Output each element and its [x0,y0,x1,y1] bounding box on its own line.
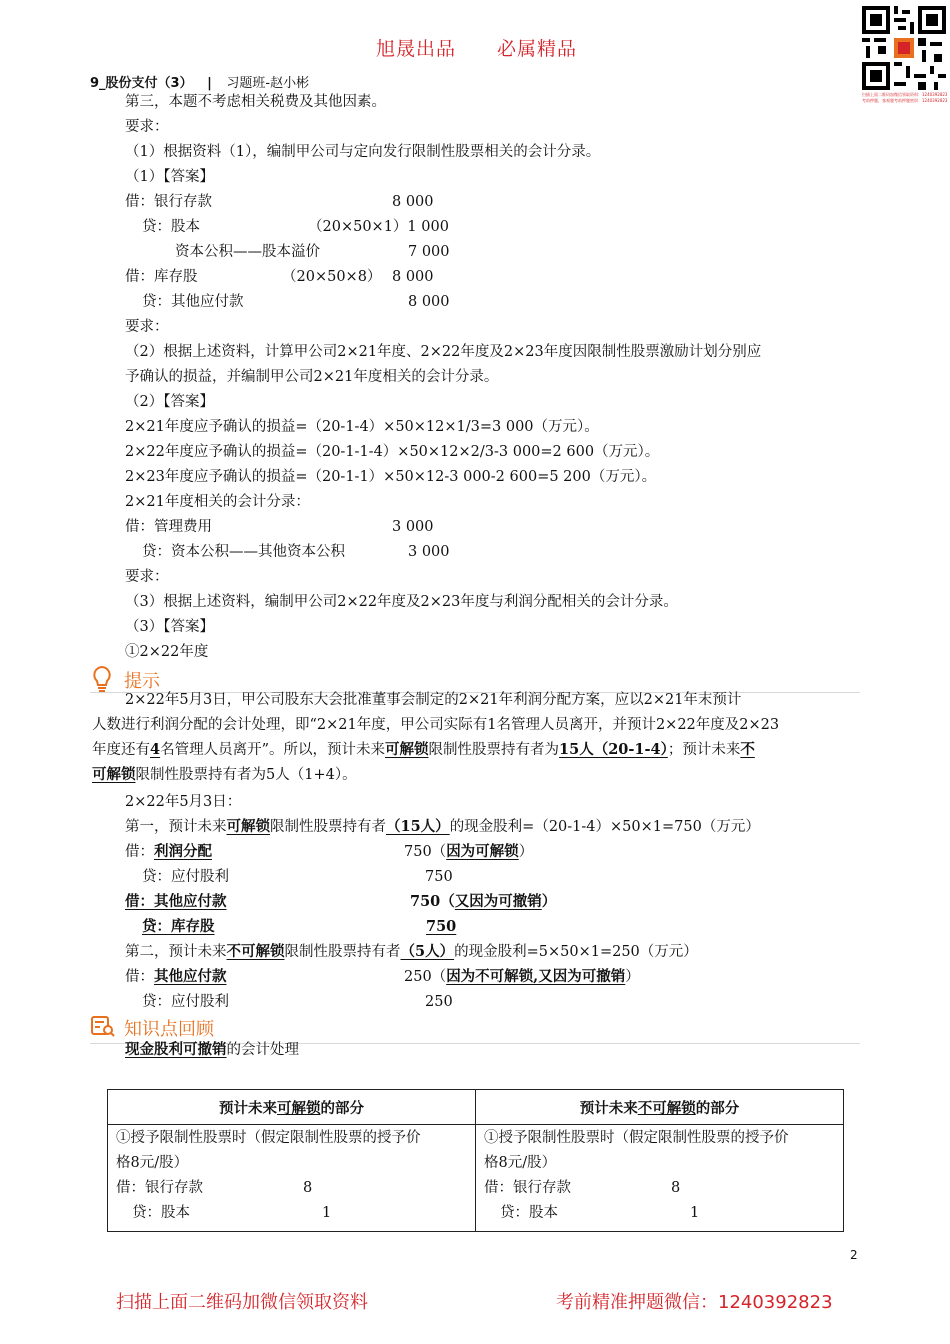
entry-account: 贷：应付股利 [142,869,229,885]
entry-amount: 8 000 [392,269,434,285]
sub-heading: ①2×22年度 [125,644,209,660]
banner-left: 旭晟出品 [376,38,457,60]
chapter-title: 9_股份支付（3） [90,76,193,91]
tip-text: 2×22年5月3日，甲公司股东大会批准董事会制定的2×21年利润分配方案，应以2×21年末预计 [125,692,742,708]
answer-label: （3）【答案】 [125,619,214,635]
entry-account: 借：银行存款 [125,194,212,210]
table-header-row [108,1090,844,1125]
review-title: 现金股利可撤销的会计处理 [125,1041,299,1058]
entry-account: 贷：股本 [142,219,200,235]
entry-amount: 250 [425,994,453,1010]
header-separator: | [207,76,212,91]
calc-line: 第二，预计未来不可解锁限制性股票持有者（5人）的现金股利=5×50×1=250（万元） [125,943,698,960]
qr-note-line-2: 考前押题，客观题考前押题密训：1240392823 [862,98,948,103]
requirement-label: 要求： [125,119,169,135]
table-header-cell: 预计未来可解锁的部分 [108,1090,476,1125]
calc-line: 2×22年度应予确认的损益=（20-1-1-4）×50×12×2/3-3 000=2 600（万元）。 [125,444,660,460]
answer-label: （2）【答案】 [125,394,214,410]
entry-account: 借：管理费用 [125,519,212,535]
table-cell: ①授予限制性股票时（假定限制性股票的授予价 格8元/股） 借：银行存款 8 贷：股本 1 [476,1125,844,1232]
requirement-text: （3）根据上述资料，编制甲公司2×22年度及2×23年度与利润分配相关的会计分录。 [125,594,678,610]
requirement-label: 要求： [125,319,169,335]
entry-line: 贷：库存股 750 [142,918,457,935]
tip-text: 年度还有4名管理人员离开”。所以，预计未来可解锁限制性股票持有者为15人（20-1-4）；预计未来不 [92,741,755,758]
requirement-text: （2）根据上述资料，计算甲公司2×21年度、2×22年度及2×23年度因限制性股票激励计划分别应 [125,344,762,360]
requirement-label: 要求： [125,569,169,585]
qr-note-line-1: 扫描上面二维码加微信领取资料：1240392823 [862,92,948,97]
comparison-table [107,1089,844,1232]
entry-amount: 3 000 [408,544,450,560]
calc-line: 2×21年度应予确认的损益=（20-1-4）×50×12×1/3=3 000（万元）。 [125,419,599,435]
tip-label: 提示 [124,671,160,692]
requirement-text: 予确认的损益，并编制甲公司2×21年度相关的会计分录。 [125,369,499,385]
entry-line: 借：利润分配 750（因为可解锁） [125,843,534,860]
entry-formula: （20×50×8） [282,269,382,285]
answer-label: （1）【答案】 [125,169,214,185]
entry-amount: 8 000 [408,294,450,310]
table-cell: ①授予限制性股票时（假定限制性股票的授予价 格8元/股） 借：银行存款 8 贷：股本 1 [108,1125,476,1232]
review-label: 知识点回顾 [124,1019,214,1040]
review-icon [90,1014,116,1042]
table-row [108,1125,844,1232]
lightbulb-icon [90,665,114,699]
requirement-text: （1）根据资料（1），编制甲公司与定向发行限制性股票相关的会计分录。 [125,144,601,160]
page-number: 2 [850,1248,858,1262]
entry-account: 借：库存股 [125,269,198,285]
page-header [90,72,319,91]
banner-right: 必属精品 [497,38,578,60]
entry-amount: 750 [425,869,453,885]
entry-line: 借：其他应付款 250（因为不可解锁,又因为可撤销） [125,968,640,985]
table-header-cell: 预计未来不可解锁的部分 [476,1090,844,1125]
calc-line: 第一，预计未来可解锁限制性股票持有者（15人）的现金股利=（20-1-4）×50×1=750（万元） [125,818,760,835]
tip-text: 人数进行利润分配的会计处理，即“2×21年度，甲公司实际有1名管理人员离开，并预计2×22年度及2×23 [92,717,780,733]
entry-amount: （20×50×1）1 000 [308,219,449,235]
entry-amount: 7 000 [408,244,450,260]
entry-account: 贷：应付股利 [142,994,229,1010]
footer-right-text: 考前精准押题微信：1240392823 [556,1292,833,1313]
entry-line: 借：其他应付款 750（又因为可撤销） [125,893,557,910]
course-name: 习题班-赵小彬 [226,76,310,91]
entry-account: 贷：其他应付款 [142,294,244,310]
calc-line: 2×23年度应予确认的损益=（20-1-1）×50×12-3 000-2 600=5 200（万元）。 [125,469,657,485]
entry-account: 资本公积——股本溢价 [175,244,320,260]
entry-amount: 3 000 [392,519,434,535]
footer-left-text: 扫描上面二维码加微信领取资料 [116,1292,368,1313]
text-line: 第三，本题不考虑相关税费及其他因素。 [125,94,386,110]
text-line: 2×21年度相关的会计分录： [125,494,310,510]
entry-amount: 8 000 [392,194,434,210]
entry-account: 贷：资本公积——其他资本公积 [142,544,345,560]
date-line: 2×22年5月3日： [125,794,242,810]
tip-text: 可解锁限制性股票持有者为5人（1+4）。 [92,766,357,783]
qr-code-image[interactable] [862,6,946,90]
